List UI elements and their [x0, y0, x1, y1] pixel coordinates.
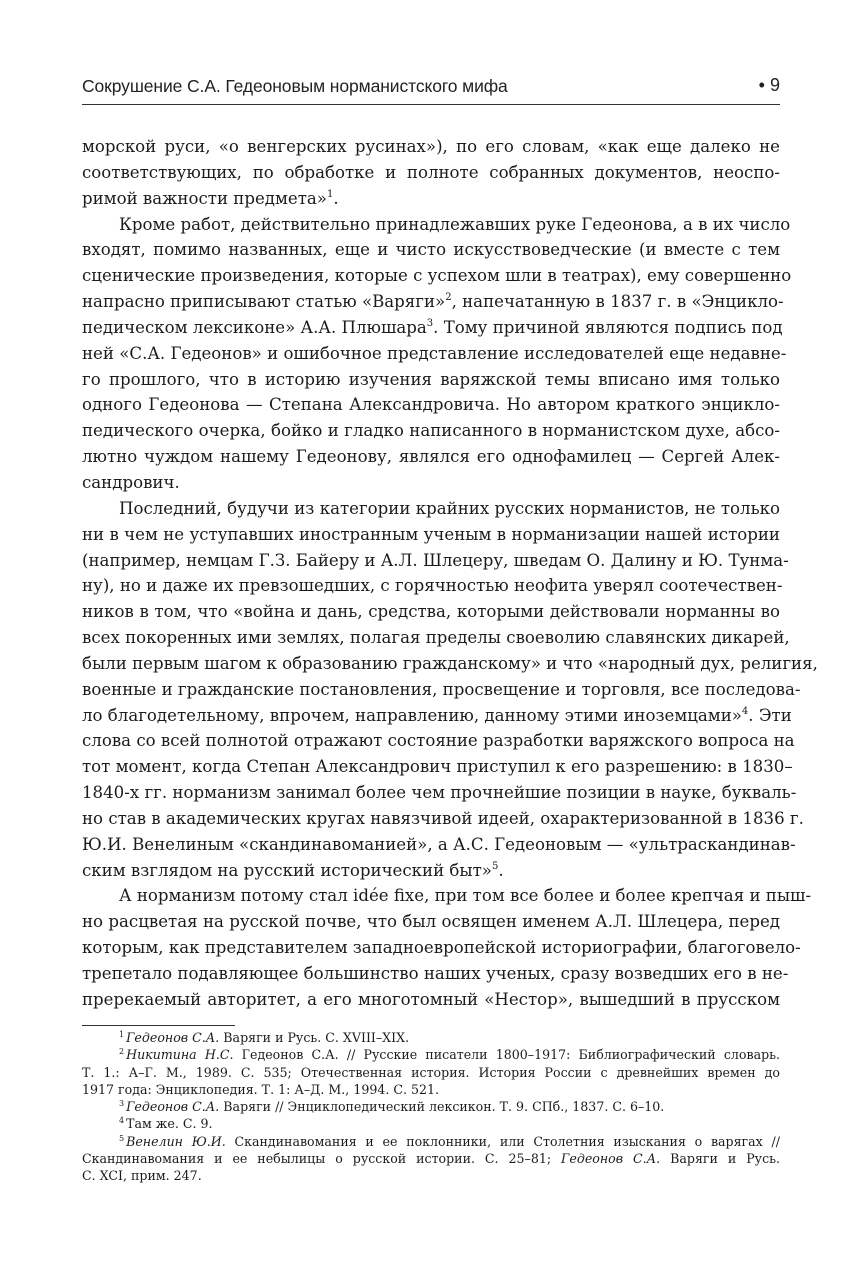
footnote-line: Скандинавомания и ее небылицы о русской истории. С. 25–81; Гедеонов С.А. Варяги и Русь. — [82, 1151, 780, 1167]
text-line: сценические произведения, которые с успехом шли в театрах), ему совершенно — [82, 266, 792, 286]
text-line: ников в том, что «война и дань, средства, которыми действовали норманны во — [82, 602, 780, 622]
text-line: педическом лексиконе» А.А. Плюшара$^3$. Тому причиной являются подпись под — [82, 317, 783, 337]
footnote-line: 1917 года: Энциклопедия. Т. 1: А–Д. М., 1994. С. 521. — [82, 1081, 440, 1097]
text-line: педического очерка, бойко и гладко написанного в норманистском духе, абсо- — [82, 421, 780, 441]
text-line: которым, как представителем западноевропейской историографии, благоговело- — [82, 938, 801, 958]
footnote-line: $^3$ Гедеонов С.А. Варяги // Энциклопедический лексикон. Т. 9. СПб., 1837. С. 6–10. — [119, 1099, 665, 1115]
footnote-number: 5 — [119, 1133, 125, 1143]
text-line: ским взглядом на русский исторический быт»$^5$. — [82, 860, 504, 880]
text-line: ну), но и даже их превзошедших, с горячностью неофита уверял соотечествен- — [82, 576, 783, 596]
text-line: входят, помимо названных, еще и чисто искусствоведческие (и вместе с тем — [82, 240, 780, 260]
running-header-title: Сокрушение С.А. Гедеоновым норманистского мифа — [82, 76, 508, 96]
footnote-author: Гедеонов С.А. — [126, 1099, 220, 1115]
text-line: 1840-х гг. норманизм занимал более чем прочнейшие позиции в науке, букваль- — [82, 783, 797, 803]
text-line: но расцветая на русской почве, что был освящен именем А.Л. Шлецера, перед — [82, 912, 780, 932]
text-line: го прошлого, что в историю изучения варяжской темы вписано имя только — [82, 369, 780, 389]
footnote-author: Венелин Ю.И. — [126, 1133, 226, 1149]
footnote-ref: 3 — [426, 317, 434, 329]
footnote-number: 3 — [119, 1099, 125, 1109]
text-line: Ю.И. Венелиным «скандинавоманией», а А.С. Гедеоновым — «ультраскандинав- — [82, 834, 796, 854]
header-rule — [82, 104, 780, 105]
text-line: всех покоренных ими землях, полагая пределы своеволию славянских дикарей, — [82, 628, 790, 648]
footnote-line: Т. 1.: А–Г. М., 1989. С. 535; Отечественная история. История России с древнейших времен до — [82, 1064, 780, 1080]
footnote-author: Гедеонов С.А. — [561, 1151, 661, 1167]
text-line: лютно чуждом нашему Гедеонову, являлся его однофамилец — Сергей Алек- — [82, 447, 780, 467]
text-line: Последний, будучи из категории крайних русских норманистов, не только — [119, 498, 780, 518]
running-header — [82, 72, 780, 100]
footnote-line: $^4$ Там же. С. 9. — [119, 1116, 213, 1132]
text-line: римой важности предмета»$^1$. — [82, 188, 339, 208]
text-line: были первым шагом к образованию гражданскому» и что «народный дух, религия, — [82, 653, 818, 673]
text-line: слова со всей полнотой отражают состояние разработки варяжского вопроса на — [82, 731, 795, 751]
page-number: • 9 — [758, 75, 780, 95]
footnotes — [82, 1029, 780, 1185]
footnote-line: $^2$ Никитина Н.С. Гедеонов С.А. // Русские писатели 1800–1917: Библиографический словарь. — [119, 1047, 780, 1063]
text-line: морской руси, «о венгерских русинах»), по его словам, «как еще далеко не — [82, 137, 780, 156]
footnote-number: 4 — [119, 1116, 125, 1126]
main-text — [82, 134, 818, 1013]
text-line: военные и гражданские постановления, просвещение и торговля, все последова- — [82, 679, 801, 699]
text-line: Кроме работ, действительно принадлежавших руке Гедеонова, а в их число — [119, 214, 791, 234]
footnote-author: Никитина Н.С. — [126, 1047, 234, 1063]
text-line: напрасно приписывают статью «Варяги»$^2$, напечатанную в 1837 г. в «Энцикло- — [82, 292, 784, 312]
text-line: соответствующих, по обработке и полноте собранных документов, неоспо- — [82, 162, 780, 182]
footnote-line: $^1$ Гедеонов С.А. Варяги и Русь. С. XVIII–XIX. — [119, 1030, 410, 1045]
footnote-number: 2 — [119, 1047, 125, 1057]
text-line: А норманизм потому стал idée fixe, при том все более и более крепчая и пыш- — [119, 886, 812, 906]
footnote-line: $^5$ Венелин Ю.И. Скандинавомания и ее поклонники, или Столетния изыскания о варягах // — [119, 1133, 781, 1149]
footnote-ref: 5 — [491, 860, 499, 872]
footnote-ref: 1 — [326, 188, 334, 200]
text-line: ни в чем не уступавших иностранным ученым в норманизации нашей истории — [82, 524, 780, 544]
text-line: но став в академических кругах навязчивой идеей, охарактеризованной в 1836 г. — [82, 808, 804, 828]
text-line: тот момент, когда Степан Александрович приступил к его разрешению: в 1830– — [82, 757, 793, 777]
text-line: трепетало подавляющее большинство наших ученых, сразу возведших его в не- — [82, 964, 789, 983]
footnote-ref: 2 — [445, 292, 452, 304]
text-line: одного Гедеонова — Степана Александровича. Но автором краткого энцикло- — [82, 395, 780, 415]
text-line: ло благодетельному, впрочем, направлению, данному этими иноземцами»$^4$. Эти — [82, 705, 792, 725]
text-line: (например, немцам Г.З. Байеру и А.Л. Шлецеру, шведам О. Далину и Ю. Тунма- — [82, 550, 789, 570]
text-line: ней «С.А. Гедеонов» и ошибочное представление исследователей еще недавне- — [82, 343, 787, 363]
footnote-separator — [82, 1025, 235, 1026]
text-line: сандрович. — [82, 472, 180, 492]
footnote-number: 1 — [119, 1030, 125, 1039]
footnote-line: С. XCI, прим. 247. — [82, 1168, 202, 1184]
text-line: пререкаемый авторитет, а его многотомный «Нестор», вышедший в прусском — [82, 989, 780, 1009]
footnote-ref: 4 — [741, 705, 749, 717]
footnote-author: Гедеонов С.А. — [126, 1030, 220, 1045]
